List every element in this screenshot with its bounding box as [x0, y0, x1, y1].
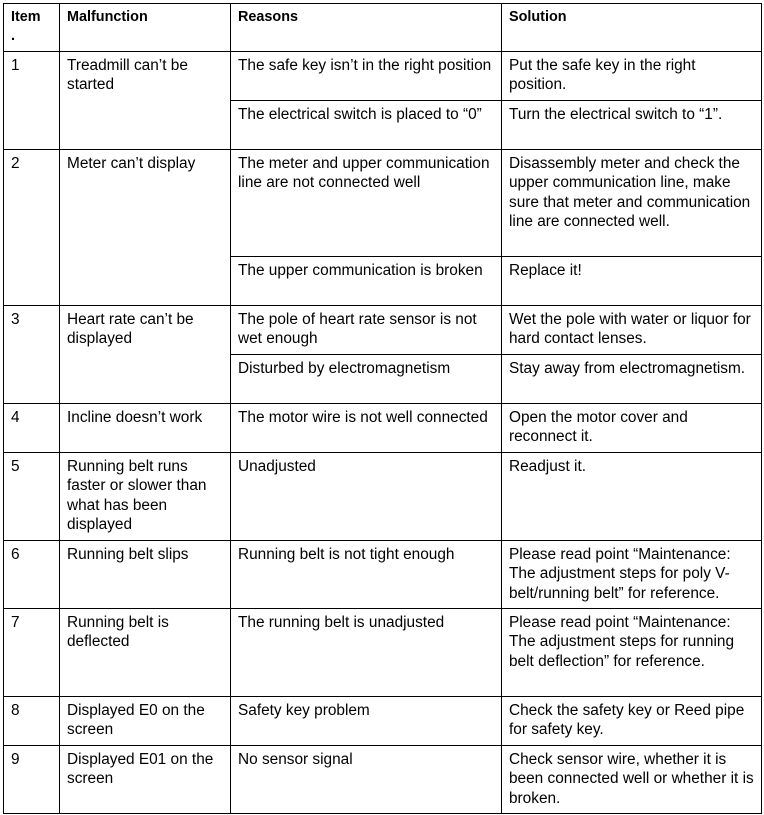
solution-cell: Stay away from electromagnetism.: [502, 355, 762, 404]
item-number: 6: [4, 541, 60, 609]
table-row: [4, 404, 762, 453]
reason-cell: The safe key isn’t in the right position: [231, 52, 502, 101]
malfunction-cell: Heart rate can’t be displayed: [60, 306, 231, 404]
solution-cell: Check sensor wire, whether it is been connected well or whether it is broken.: [502, 746, 762, 814]
table-row: [4, 746, 762, 814]
item-number: 3: [4, 306, 60, 404]
malfunction-cell: Treadmill can’t be started: [60, 52, 231, 150]
reason-cell: The running belt is unadjusted: [231, 609, 502, 697]
troubleshooting-table: [3, 3, 762, 814]
solution-cell: Readjust it.: [502, 453, 762, 541]
reason-cell: The meter and upper communication line are not connected well: [231, 150, 502, 257]
item-number: 7: [4, 609, 60, 697]
solution-cell: Please read point “Maintenance: The adjustment steps for poly V-belt/running belt” for reference.: [502, 541, 762, 609]
table-row: [4, 150, 762, 257]
solution-cell: Please read point “Maintenance: The adjustment steps for running belt deflection” for reference.: [502, 609, 762, 697]
table-row: [4, 453, 762, 541]
table-row: [4, 609, 762, 697]
malfunction-cell: Incline doesn’t work: [60, 404, 231, 453]
table-row: [4, 697, 762, 746]
solution-cell: Open the motor cover and reconnect it.: [502, 404, 762, 453]
solution-cell: Disassembly meter and check the upper communication line, make sure that meter and communication line are connected well.: [502, 150, 762, 257]
item-number: 4: [4, 404, 60, 453]
header-reasons: Reasons: [231, 4, 502, 52]
malfunction-cell: Displayed E01 on the screen: [60, 746, 231, 814]
reason-cell: The motor wire is not well connected: [231, 404, 502, 453]
malfunction-cell: Running belt slips: [60, 541, 231, 609]
solution-cell: Turn the electrical switch to “1”.: [502, 101, 762, 150]
reason-cell: Safety key problem: [231, 697, 502, 746]
reason-cell: The pole of heart rate sensor is not wet enough: [231, 306, 502, 355]
item-number: 8: [4, 697, 60, 746]
malfunction-cell: Running belt is deflected: [60, 609, 231, 697]
malfunction-cell: Running belt runs faster or slower than what has been displayed: [60, 453, 231, 541]
item-number: 5: [4, 453, 60, 541]
reason-cell: Disturbed by electromagnetism: [231, 355, 502, 404]
malfunction-cell: Meter can’t display: [60, 150, 231, 306]
reason-cell: Running belt is not tight enough: [231, 541, 502, 609]
troubleshooting-table-container: [3, 3, 762, 814]
solution-cell: Check the safety key or Reed pipe for safety key.: [502, 697, 762, 746]
solution-cell: Replace it!: [502, 257, 762, 306]
item-number: 2: [4, 150, 60, 306]
table-row: [4, 541, 762, 609]
table-row: [4, 52, 762, 101]
header-item: Item .: [4, 4, 60, 52]
header-malfunction: Malfunction: [60, 4, 231, 52]
solution-cell: Wet the pole with water or liquor for hard contact lenses.: [502, 306, 762, 355]
item-number: 9: [4, 746, 60, 814]
reason-cell: No sensor signal: [231, 746, 502, 814]
reason-cell: The upper communication is broken: [231, 257, 502, 306]
header-solution: Solution: [502, 4, 762, 52]
item-number: 1: [4, 52, 60, 150]
table-row: [4, 306, 762, 355]
malfunction-cell: Displayed E0 on the screen: [60, 697, 231, 746]
reason-cell: Unadjusted: [231, 453, 502, 541]
header-row: [4, 4, 762, 52]
reason-cell: The electrical switch is placed to “0”: [231, 101, 502, 150]
solution-cell: Put the safe key in the right position.: [502, 52, 762, 101]
